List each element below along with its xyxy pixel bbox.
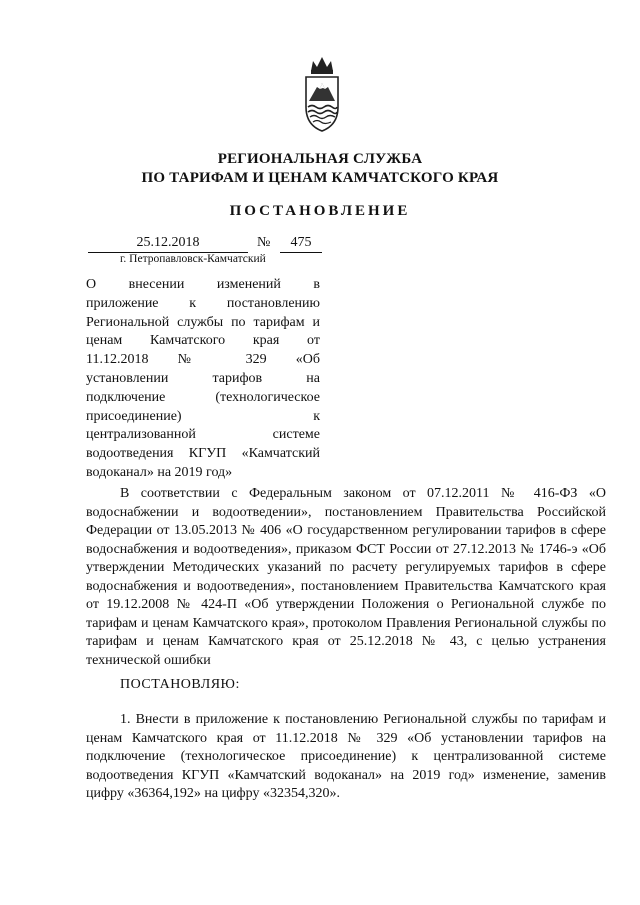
subject-line: 11.12.2018 № 329 «Об bbox=[86, 352, 320, 368]
subject-line: присоединение) к bbox=[86, 408, 320, 424]
org-name-line2: ПО ТАРИФАМ И ЦЕНАМ КАМЧАТСКОГО КРАЯ bbox=[141, 170, 499, 186]
subject-line: О внесении изменений в bbox=[86, 277, 320, 292]
document-number: 475 bbox=[280, 235, 322, 253]
subject-line: подключение (технологическое bbox=[86, 389, 320, 405]
subject-line: ценам Камчатского края от bbox=[86, 333, 320, 349]
preamble-paragraph: В соответствии с Федеральным законом от 07.12.2011 № 416-ФЗ «О водоснабжении и водоотведении», постановлением Правительства Российской Федерации от 13.05.2013 № 406 «О государственном регулировании тарифов в сфере водоснабжения и водоотведения», приказом ФСТ России от 27.12.2013 № 1746-э «Об утверждении Методических указаний по расчету регулируемых тарифов в сфере водоснабжения и водоотведения», постановлением Правительства Камчатского края от 19.12.2008 № 424-П «Об утверждении Положения о Региональной службе по тарифам и ценам Камчатского края», протоколом Правления Региональной службы по тарифам и ценам Камчатского края от 25.12.2018 № 43, с целью устранения технической ошибки bbox=[86, 486, 606, 668]
subject-line: установлении тарифов на bbox=[86, 370, 320, 386]
document-date: 25.12.2018 bbox=[88, 235, 248, 253]
document-city: г. Петропавловск-Камчатский bbox=[120, 253, 266, 265]
subject-line: приложение к постановлению bbox=[86, 295, 320, 311]
document-subject bbox=[86, 276, 320, 483]
subject-line: водоотведения КГУП «Камчатский bbox=[86, 446, 320, 462]
subject-line: Региональной службы по тарифам и bbox=[86, 314, 320, 330]
org-name-line1: РЕГИОНАЛЬНАЯ СЛУЖБА bbox=[217, 151, 423, 167]
number-sign: № bbox=[257, 235, 271, 250]
item-1-paragraph: 1. Внести в приложение к постановлению Региональной службы по тарифам и ценам Камчатского края от 11.12.2018 № 329 «Об установлении тарифов на подключение (технологическое присоединение) к централизованной системе водоотведения КГУП «Камчатский водоканал» на 2019 год» изменение, заменив цифру «36364,192» на цифру «32354,320». bbox=[86, 712, 606, 801]
resolve-heading: ПОСТАНОВЛЯЮ: bbox=[120, 677, 240, 692]
document-type-title: ПОСТАНОВЛЕНИЕ bbox=[229, 203, 411, 219]
kamchatka-emblem-icon bbox=[303, 55, 341, 133]
subject-line: централизованной системе bbox=[86, 427, 320, 443]
subject-line: водоканал» на 2019 год» bbox=[86, 464, 233, 480]
